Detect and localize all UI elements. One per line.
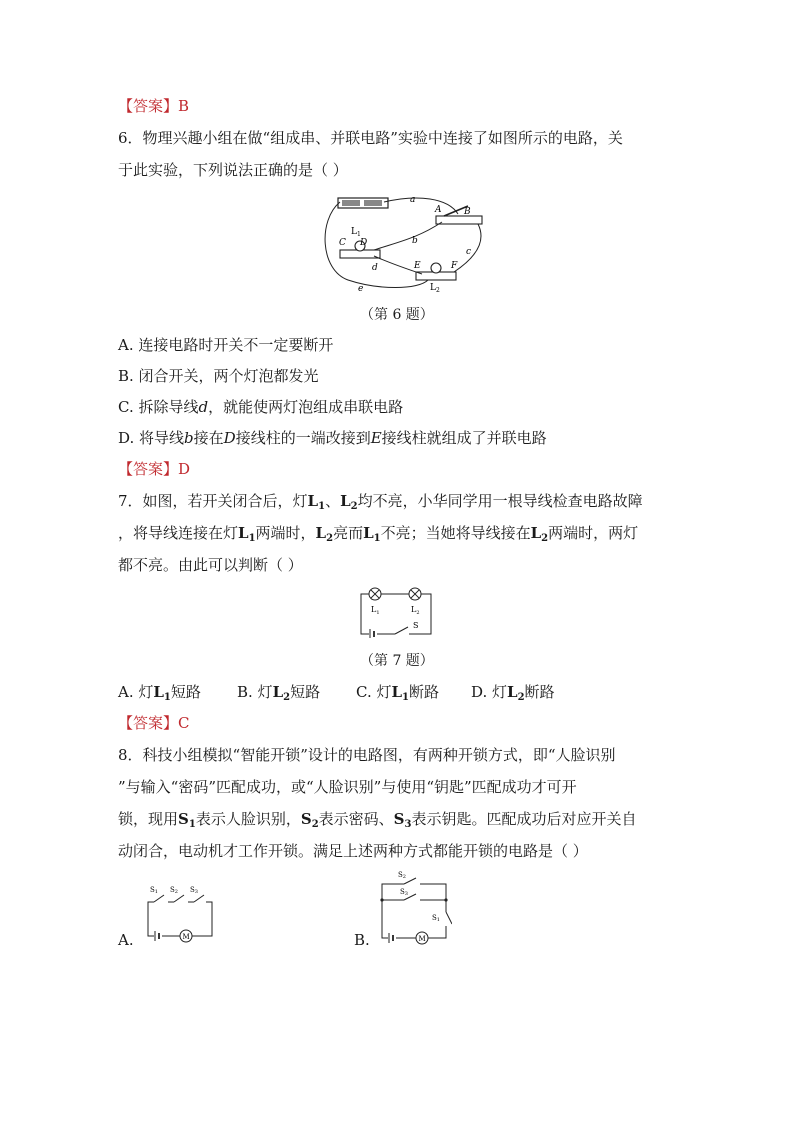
- q7-option-a: A. 灯$L_1$短路: [118, 683, 201, 703]
- wire-a: [384, 198, 458, 214]
- label-D: D: [360, 238, 368, 248]
- svg-text:S1: S1: [150, 886, 158, 895]
- q7-option-c: C. 灯$L_1$断路: [356, 683, 440, 703]
- q6-stem-line1: 6．物理兴趣小组在做“组成串、并联电路”实验中连接了如图所示的电路，关: [118, 129, 623, 147]
- q8-option-a-label: A.: [118, 931, 134, 949]
- q8-option-b-circuit: [376, 870, 452, 946]
- answer-value: B: [178, 97, 190, 115]
- lamp-l2-bulb: [431, 263, 441, 273]
- label-A: A: [435, 205, 442, 215]
- label-L2: $L_2$: [430, 283, 440, 294]
- q6-stem-line2: 于此实验，下列说法正确的是（ ）: [118, 161, 348, 179]
- label-E: E: [414, 261, 421, 271]
- label-b: b: [412, 236, 418, 246]
- q8-stem-line4: 动闭合，电动机才工作开锁。满足上述两种方式都能开锁的电路是（ ）: [118, 842, 588, 860]
- label-L1: $L_1$: [351, 227, 361, 238]
- switch-base: [436, 216, 482, 224]
- svg-text:S2: S2: [398, 871, 406, 880]
- svg-text:S3: S3: [400, 888, 408, 897]
- label-F: F: [451, 261, 458, 271]
- label-C: C: [339, 238, 346, 248]
- svg-text:S1: S1: [432, 914, 440, 923]
- label-L1: $L_1$: [371, 605, 380, 616]
- q7-stem-line2: ，将导线连接在灯$L_1$两端时，$L_2$亮而$L_1$不亮；当她将导线接在$L_2$两端时，两灯: [118, 524, 639, 544]
- wire-b: [374, 222, 442, 250]
- answer-q6: 【答案】D: [118, 460, 191, 478]
- label-L2: $L_2$: [411, 605, 420, 616]
- q7-option-d: D. 灯$L_2$断路: [471, 683, 555, 703]
- label-B: B: [464, 207, 471, 217]
- svg-text:S2: S2: [170, 886, 178, 895]
- q8-option-a-circuit: [142, 880, 218, 944]
- label-c: c: [466, 247, 472, 257]
- q6-option-d: D. 将导线b接在D接线柱的一端改接到E接线柱就组成了并联电路: [118, 429, 547, 447]
- q7-circuit-figure: [355, 584, 437, 638]
- label-d: d: [372, 263, 378, 273]
- label-e: e: [358, 284, 364, 294]
- q7-stem-line3: 都不亮。由此可以判断（ ）: [118, 556, 303, 574]
- answer-q5: [118, 96, 189, 116]
- answer-q7: 【答案】C: [118, 714, 190, 732]
- q6-option-c: C. 拆除导线d，就能使两灯泡组成串联电路: [118, 398, 404, 416]
- label-S: S: [413, 621, 419, 630]
- circuit-loop: [361, 594, 431, 634]
- q8-stem-line3: 锁，现用$S_1$表示人脸识别，$S_2$表示密码、$S_3$表示钥匙。匹配成功后对应开关自: [118, 810, 637, 830]
- q6-option-a: A. 连接电路时开关不一定要断开: [118, 336, 334, 354]
- q8-stem-line2: ”与输入“密码”匹配成功，或“人脸识别”与使用“钥匙”匹配成功才可开: [118, 778, 577, 796]
- q6-option-b: B. 闭合开关，两个灯泡都发光: [118, 367, 319, 385]
- label-a: a: [410, 195, 416, 205]
- q6-caption: （第 6 题）: [360, 307, 434, 323]
- svg-text:S3: S3: [190, 886, 198, 895]
- answer-key: 【答案】: [118, 97, 179, 115]
- q7-caption: （第 7 题）: [360, 653, 434, 669]
- svg-text:M: M: [418, 935, 426, 943]
- q7-stem-line1: 7．如图，若开关闭合后，灯$L_1$、$L_2$均不亮，小华同学用一根导线检查电路故障: [118, 492, 643, 512]
- q7-option-b: B. 灯$L_2$短路: [237, 683, 321, 703]
- svg-text:M: M: [182, 933, 190, 941]
- q8-option-b-label: B.: [354, 931, 370, 949]
- q8-stem-line1: 8．科技小组模拟“智能开锁”设计的电路图，有两种开锁方式，即“人脸识别: [118, 746, 616, 764]
- q6-circuit-figure: [318, 190, 493, 300]
